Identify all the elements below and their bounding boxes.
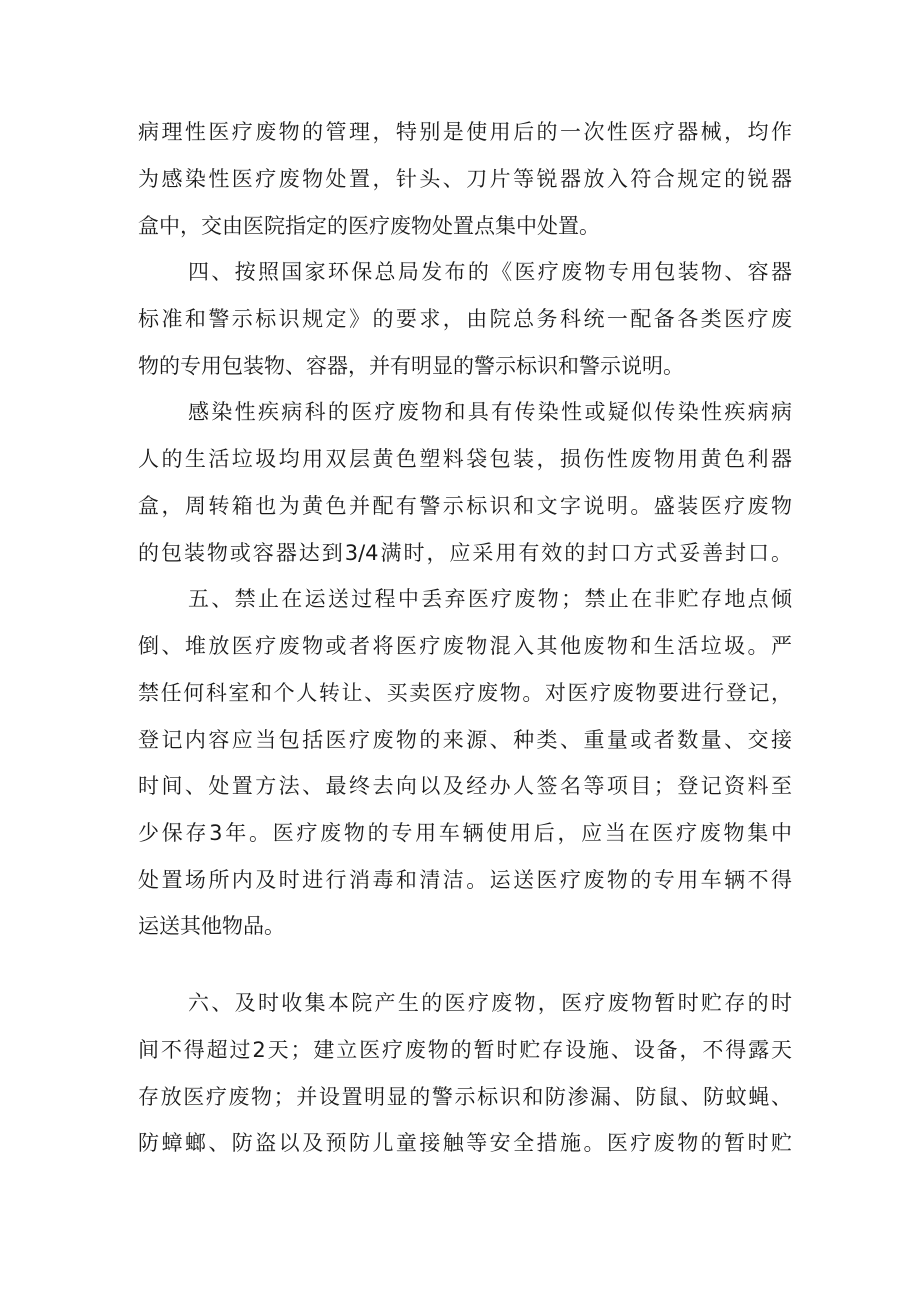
paragraph-line: 感染性疾病科的医疗废物和具有传染性或疑似传染性疾病病: [188, 400, 792, 424]
paragraph-line: 存放医疗废物；并设置明显的警示标识和防渗漏、防鼠、防蚊蝇、: [138, 1085, 792, 1109]
paragraph-line: 标准和警示标识规定》的要求，由院总务科统一配备各类医疗废: [138, 307, 792, 331]
paragraph-line: 登记内容应当包括医疗废物的来源、种类、重量或者数量、交接: [138, 728, 792, 752]
paragraph-line: 六、及时收集本院产生的医疗废物，医疗废物暂时贮存的时: [188, 991, 792, 1015]
paragraph-line: 倒、堆放医疗废物或者将医疗废物混入其他废物和生活垃圾。严: [138, 634, 792, 658]
paragraph-line: 运送其他物品。: [138, 914, 285, 938]
paragraph-line: 少保存3年。医疗废物的专用车辆使用后，应当在医疗废物集中: [138, 821, 792, 845]
paragraph-line: 禁任何科室和个人转让、买卖医疗废物。对医疗废物要进行登记，: [138, 681, 792, 705]
paragraph-line: 的包装物或容器达到3/4满时，应采用有效的封口方式妥善封口。: [138, 541, 792, 565]
paragraph-line: 四、按照国家环保总局发布的《医疗废物专用包装物、容器: [188, 260, 792, 284]
paragraph-line: 物的专用包装物、容器，并有明显的警示标识和警示说明。: [138, 354, 684, 378]
paragraph-line: 防蟑螂、防盗以及预防儿童接触等安全措施。医疗废物的暂时贮: [138, 1131, 792, 1155]
paragraph-line: 五、禁止在运送过程中丢弃医疗废物；禁止在非贮存地点倾: [188, 587, 792, 611]
paragraph-line: 人的生活垃圾均用双层黄色塑料袋包装，损伤性废物用黄色利器: [138, 447, 792, 471]
paragraph-line: 病理性医疗废物的管理，特别是使用后的一次性医疗器械，均作: [138, 120, 792, 144]
paragraph-line: 为感染性医疗废物处置，针头、刀片等锐器放入符合规定的锐器: [138, 167, 792, 191]
paragraph-line: 处置场所内及时进行消毒和清洁。运送医疗废物的专用车辆不得: [138, 868, 792, 892]
paragraph-line: 盒，周转箱也为黄色并配有警示标识和文字说明。盛装医疗废物: [138, 494, 792, 518]
paragraph-line: 间不得超过2天；建立医疗废物的暂时贮存设施、设备，不得露天: [138, 1038, 792, 1062]
paragraph-line: 时间、处置方法、最终去向以及经办人签名等项目；登记资料至: [138, 774, 792, 798]
paragraph-line: 盒中，交由医院指定的医疗废物处置点集中处置。: [138, 214, 600, 238]
